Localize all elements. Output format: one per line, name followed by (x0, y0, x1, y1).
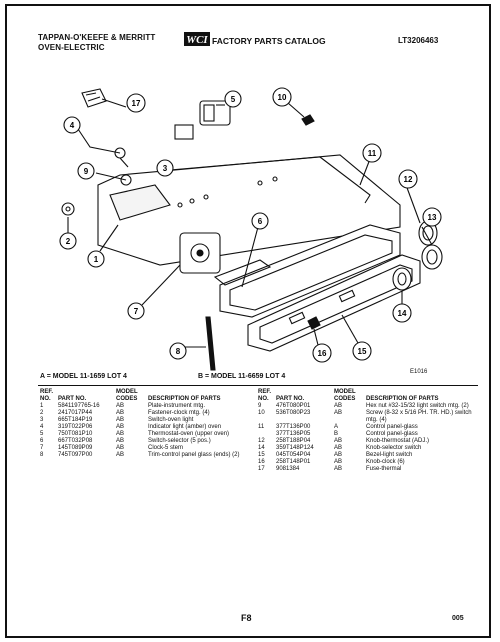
model-code-cell: AB (116, 431, 125, 437)
model-code-cell: AB (116, 452, 125, 458)
catalog-title: FACTORY PARTS CATALOG (212, 36, 326, 46)
part-no-cell: 377T136P00 (276, 424, 311, 430)
ref-no-cell: 1 (40, 403, 44, 409)
description-cell: Control panel-glass (366, 431, 418, 437)
svg-text:13: 13 (427, 213, 437, 222)
header-model-codes: MODEL CODES (334, 389, 356, 402)
ref-no-cell (256, 431, 274, 438)
exploded-parts-diagram (20, 55, 480, 385)
ref-no-cell: 4 (40, 424, 44, 430)
model-code-cell: AB (334, 403, 343, 409)
table-row (256, 445, 478, 452)
callout-17 (127, 94, 145, 112)
brand-block (38, 33, 155, 53)
callout-3 (157, 160, 173, 176)
part-no-cell: 536T080P23 (276, 410, 311, 416)
table-top-rule (38, 385, 478, 386)
model-a-label: A = MODEL 11-1659 LOT 4 (40, 373, 127, 380)
part-no-cell: 745T097P00 (58, 452, 93, 458)
ref-no-cell: 2 (40, 410, 44, 416)
svg-text:7: 7 (133, 307, 139, 316)
svg-text:16: 16 (317, 349, 327, 358)
parts-right-body (256, 403, 478, 473)
description-cell: Clock-5 stem (148, 445, 184, 451)
svg-text:9: 9 (83, 167, 89, 176)
description-cell: Switch-selector (5 pos.) (148, 438, 211, 444)
header-ref-no: REF. NO. (258, 389, 272, 402)
model-code-cell: AB (116, 424, 125, 430)
header-ref-no: REF. NO. (40, 389, 54, 402)
description-cell: Thermostat-oven (upper oven) (148, 431, 230, 437)
description-cell: Trim-control panel glass (ends) (2) (148, 452, 240, 458)
part-no-cell: 476T080P01 (276, 403, 311, 409)
description-cell: Bezel-light switch (366, 452, 413, 458)
table-row (38, 445, 256, 452)
header-part-no: PART NO. (58, 396, 87, 402)
table-row (256, 424, 478, 431)
svg-text:1: 1 (93, 255, 99, 264)
ref-no-cell: 3 (40, 417, 44, 423)
svg-text:8: 8 (175, 347, 181, 356)
section-code: F8 (241, 613, 252, 623)
ref-no-cell: 7 (40, 445, 44, 451)
model-code-cell: AB (334, 452, 343, 458)
callout-9 (78, 163, 94, 179)
callout-6 (252, 213, 268, 229)
model-code-cell: AB (334, 410, 343, 416)
table-row (256, 466, 478, 473)
part-no-cell: 2417017P44 (58, 410, 93, 416)
svg-text:WCI: WCI (186, 34, 208, 46)
callout-7 (128, 303, 144, 319)
model-code-cell: AB (116, 417, 125, 423)
header-description: DESCRIPTION OF PARTS (148, 396, 221, 402)
callout-16 (313, 344, 331, 362)
callout-2 (60, 233, 76, 249)
table-row (256, 452, 478, 459)
callout-11 (363, 144, 381, 162)
part-no-cell: 045T054P04 (276, 452, 311, 458)
callout-13 (423, 208, 441, 226)
table-row (38, 431, 256, 438)
part-no-cell: 750T081P10 (58, 431, 93, 437)
parts-left-body (38, 403, 256, 459)
svg-text:6: 6 (257, 217, 263, 226)
ref-no-cell: 5 (40, 431, 44, 437)
svg-text:15: 15 (357, 347, 367, 356)
page-number: 005 (452, 615, 464, 622)
table-row (38, 410, 256, 417)
svg-text:17: 17 (131, 99, 141, 108)
model-b-label: B = MODEL 11-6659 LOT 4 (198, 373, 286, 380)
parts-table-left (38, 389, 256, 459)
table-row (256, 459, 478, 466)
callout-8 (170, 343, 186, 359)
ref-no-cell: 16 (258, 459, 265, 465)
table-row (38, 438, 256, 445)
callout-12 (399, 170, 417, 188)
table-header-row (38, 389, 256, 403)
wci-logo (184, 31, 210, 47)
diagram-reference-code: E1016 (410, 369, 428, 375)
ref-no-cell: 17 (258, 466, 265, 472)
table-row (256, 438, 478, 445)
model-code-cell: AB (334, 445, 343, 451)
part-no-cell: 258T188P04 (276, 438, 311, 444)
table-row (38, 403, 256, 410)
description-cell: Fuse-thermal (366, 466, 402, 472)
callout-15 (353, 342, 371, 360)
ref-no-cell: 10 (258, 410, 265, 416)
part-no-cell: 145T089P09 (58, 445, 93, 451)
ref-no-cell: 9 (258, 403, 262, 409)
description-cell: Screw (8-32 x 5/16 PH. TR. HD.) switch mtg. (4) (366, 410, 472, 423)
ref-no-cell: 12 (258, 438, 265, 444)
ref-no-cell: 15 (258, 452, 265, 458)
table-row (38, 452, 256, 459)
table-row (38, 424, 256, 431)
model-code-cell: AB (334, 459, 343, 465)
part-no-cell: 258T148P01 (276, 459, 311, 465)
svg-text:2: 2 (65, 237, 71, 246)
model-code-cell: AB (116, 445, 125, 451)
parts-table-right (256, 389, 478, 473)
callout-14 (393, 304, 411, 322)
svg-text:14: 14 (397, 309, 407, 318)
description-cell: Hex nut #32-15/32 light switch mtg. (2) (366, 403, 469, 409)
model-code-cell: AB (116, 403, 125, 409)
svg-text:4: 4 (69, 121, 75, 130)
model-code-cell: A (334, 424, 339, 430)
callout-10 (273, 88, 291, 106)
callout-4 (64, 117, 80, 133)
part-no-cell: 667T032P08 (58, 438, 93, 444)
ref-no-cell: 14 (258, 445, 265, 451)
model-code-cell: AB (116, 410, 125, 416)
model-code-cell: B (334, 431, 339, 437)
model-code-cell: AB (334, 438, 343, 444)
header-part-no: PART NO. (276, 396, 305, 402)
header-model-codes: MODEL CODES (116, 389, 138, 402)
brand-name: TAPPAN-O'KEEFE & MERRITT (38, 33, 156, 42)
part-no-cell: 377T136P05 (276, 431, 311, 437)
svg-text:3: 3 (162, 164, 168, 173)
ref-no-cell: 11 (258, 424, 265, 430)
svg-text:10: 10 (277, 93, 287, 102)
svg-text:5: 5 (230, 95, 236, 104)
ref-no-cell: 6 (40, 438, 44, 444)
table-row (38, 417, 256, 424)
table-row (256, 403, 478, 410)
ref-no-cell: 8 (40, 452, 44, 458)
header-description: DESCRIPTION OF PARTS (366, 396, 439, 402)
model-code-cell: AB (116, 438, 125, 444)
callout-5 (225, 91, 241, 107)
catalog-code: LT3206463 (398, 36, 439, 45)
description-cell: Switch-oven light (148, 417, 194, 423)
callout-1 (88, 251, 104, 267)
svg-text:12: 12 (403, 175, 413, 184)
part-no-cell: 319T022P06 (58, 424, 93, 430)
product-line: OVEN-ELECTRIC (38, 43, 105, 52)
svg-text:11: 11 (367, 149, 377, 158)
model-code-cell: AB (334, 466, 343, 472)
table-row (256, 431, 478, 438)
table-row (256, 410, 478, 424)
description-cell: Plate-instrument mtg. (148, 403, 206, 409)
part-no-cell: 5841197765-16 (58, 403, 100, 409)
part-no-cell: 665T184P19 (58, 417, 93, 423)
description-cell: Control panel-glass (366, 424, 418, 430)
description-cell: Knob-selector switch (366, 445, 422, 451)
part-no-cell: 9081384 (276, 466, 300, 472)
table-header-row (256, 389, 478, 403)
description-cell: Knob-clock (6) (366, 459, 405, 465)
description-cell: Knob-thermostat (ADJ.) (366, 438, 430, 444)
part-no-cell: 359T148P124 (276, 445, 314, 451)
description-cell: Indicator light (amber) oven (148, 424, 222, 430)
description-cell: Fastener-clock mtg. (4) (148, 410, 210, 416)
